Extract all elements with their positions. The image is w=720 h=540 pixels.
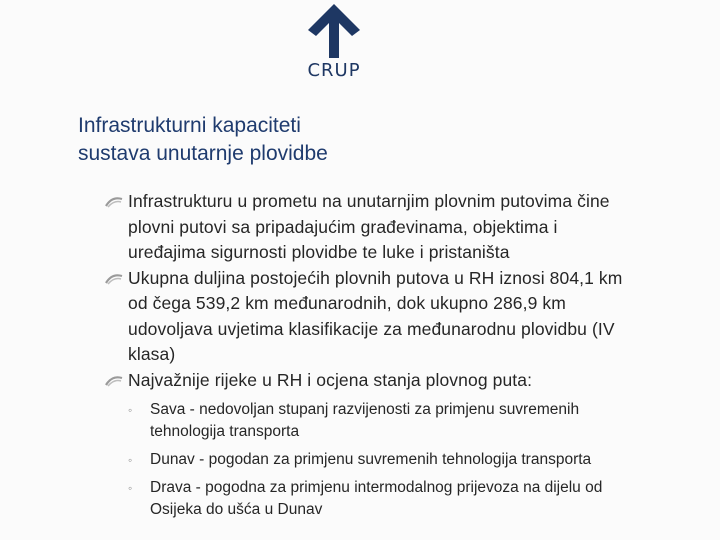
bullet-arc-icon — [104, 195, 124, 209]
bullet-item — [104, 266, 704, 368]
bullet-item — [104, 189, 704, 266]
bullet-text-line: Infrastrukturu u prometu na unutarnjim plovnim putovima čine — [128, 191, 610, 211]
sub-bullet-icon: ◦ — [128, 481, 133, 495]
title-line: sustava unutarnje plovidbe — [78, 142, 328, 165]
sub-bullet-icon: ◦ — [128, 403, 133, 417]
bullet-text-line: Ukupna duljina postojećih plovnih putova u RH iznosi 804,1 km — [128, 267, 623, 288]
sub-bullet-text-line: Drava - pogodna za primjenu intermodalnog prijevoza na dijelu od — [150, 479, 603, 496]
sub-bullet-item — [128, 399, 704, 443]
bullet-text-line: klasa) — [128, 344, 176, 364]
bullet-text-line: Najvažnije rijeke u RH i ocjena stanja plovnog puta: — [128, 369, 533, 390]
sub-bullet-item — [128, 449, 704, 471]
bullet-arc-icon — [104, 272, 124, 286]
sub-bullet-text-line: Osijeka do ušća u Dunav — [150, 501, 323, 518]
crup-logo — [298, 2, 370, 82]
up-arrow-icon — [304, 2, 364, 60]
bullet-arc-icon — [104, 374, 124, 388]
bullet-text-line: plovni putovi sa pripadajućim građevinama, objektima i — [128, 216, 558, 237]
bullet-text-line: od čega 539,2 km međunarodnih, dok ukupno 286,9 km — [128, 293, 566, 313]
sub-bullet-icon: ◦ — [128, 453, 133, 467]
bullet-list — [104, 189, 704, 521]
bullet-text-line: uređajima sigurnosti plovidbe te luke i pristaništa — [128, 242, 510, 262]
bullet-item — [104, 368, 704, 394]
title-line: Infrastrukturni kapaciteti — [78, 114, 301, 137]
sub-bullet-text-line: tehnologija transporta — [150, 423, 300, 440]
sub-bullet-text-line: Sava - nedovoljan stupanj razvijenosti za primjenu suvremenih — [150, 401, 580, 418]
logo-text: CRUP — [307, 60, 361, 81]
sub-bullet-list — [104, 399, 704, 521]
sub-bullet-item — [128, 477, 704, 521]
bullet-text-line: udovoljava uvjetima klasifikacije za međunarodnu plovidbu (IV — [128, 318, 615, 339]
sub-bullet-text-line: Dunav - pogodan za primjenu suvremenih tehnologija transporta — [150, 451, 592, 468]
slide-title — [78, 112, 638, 168]
